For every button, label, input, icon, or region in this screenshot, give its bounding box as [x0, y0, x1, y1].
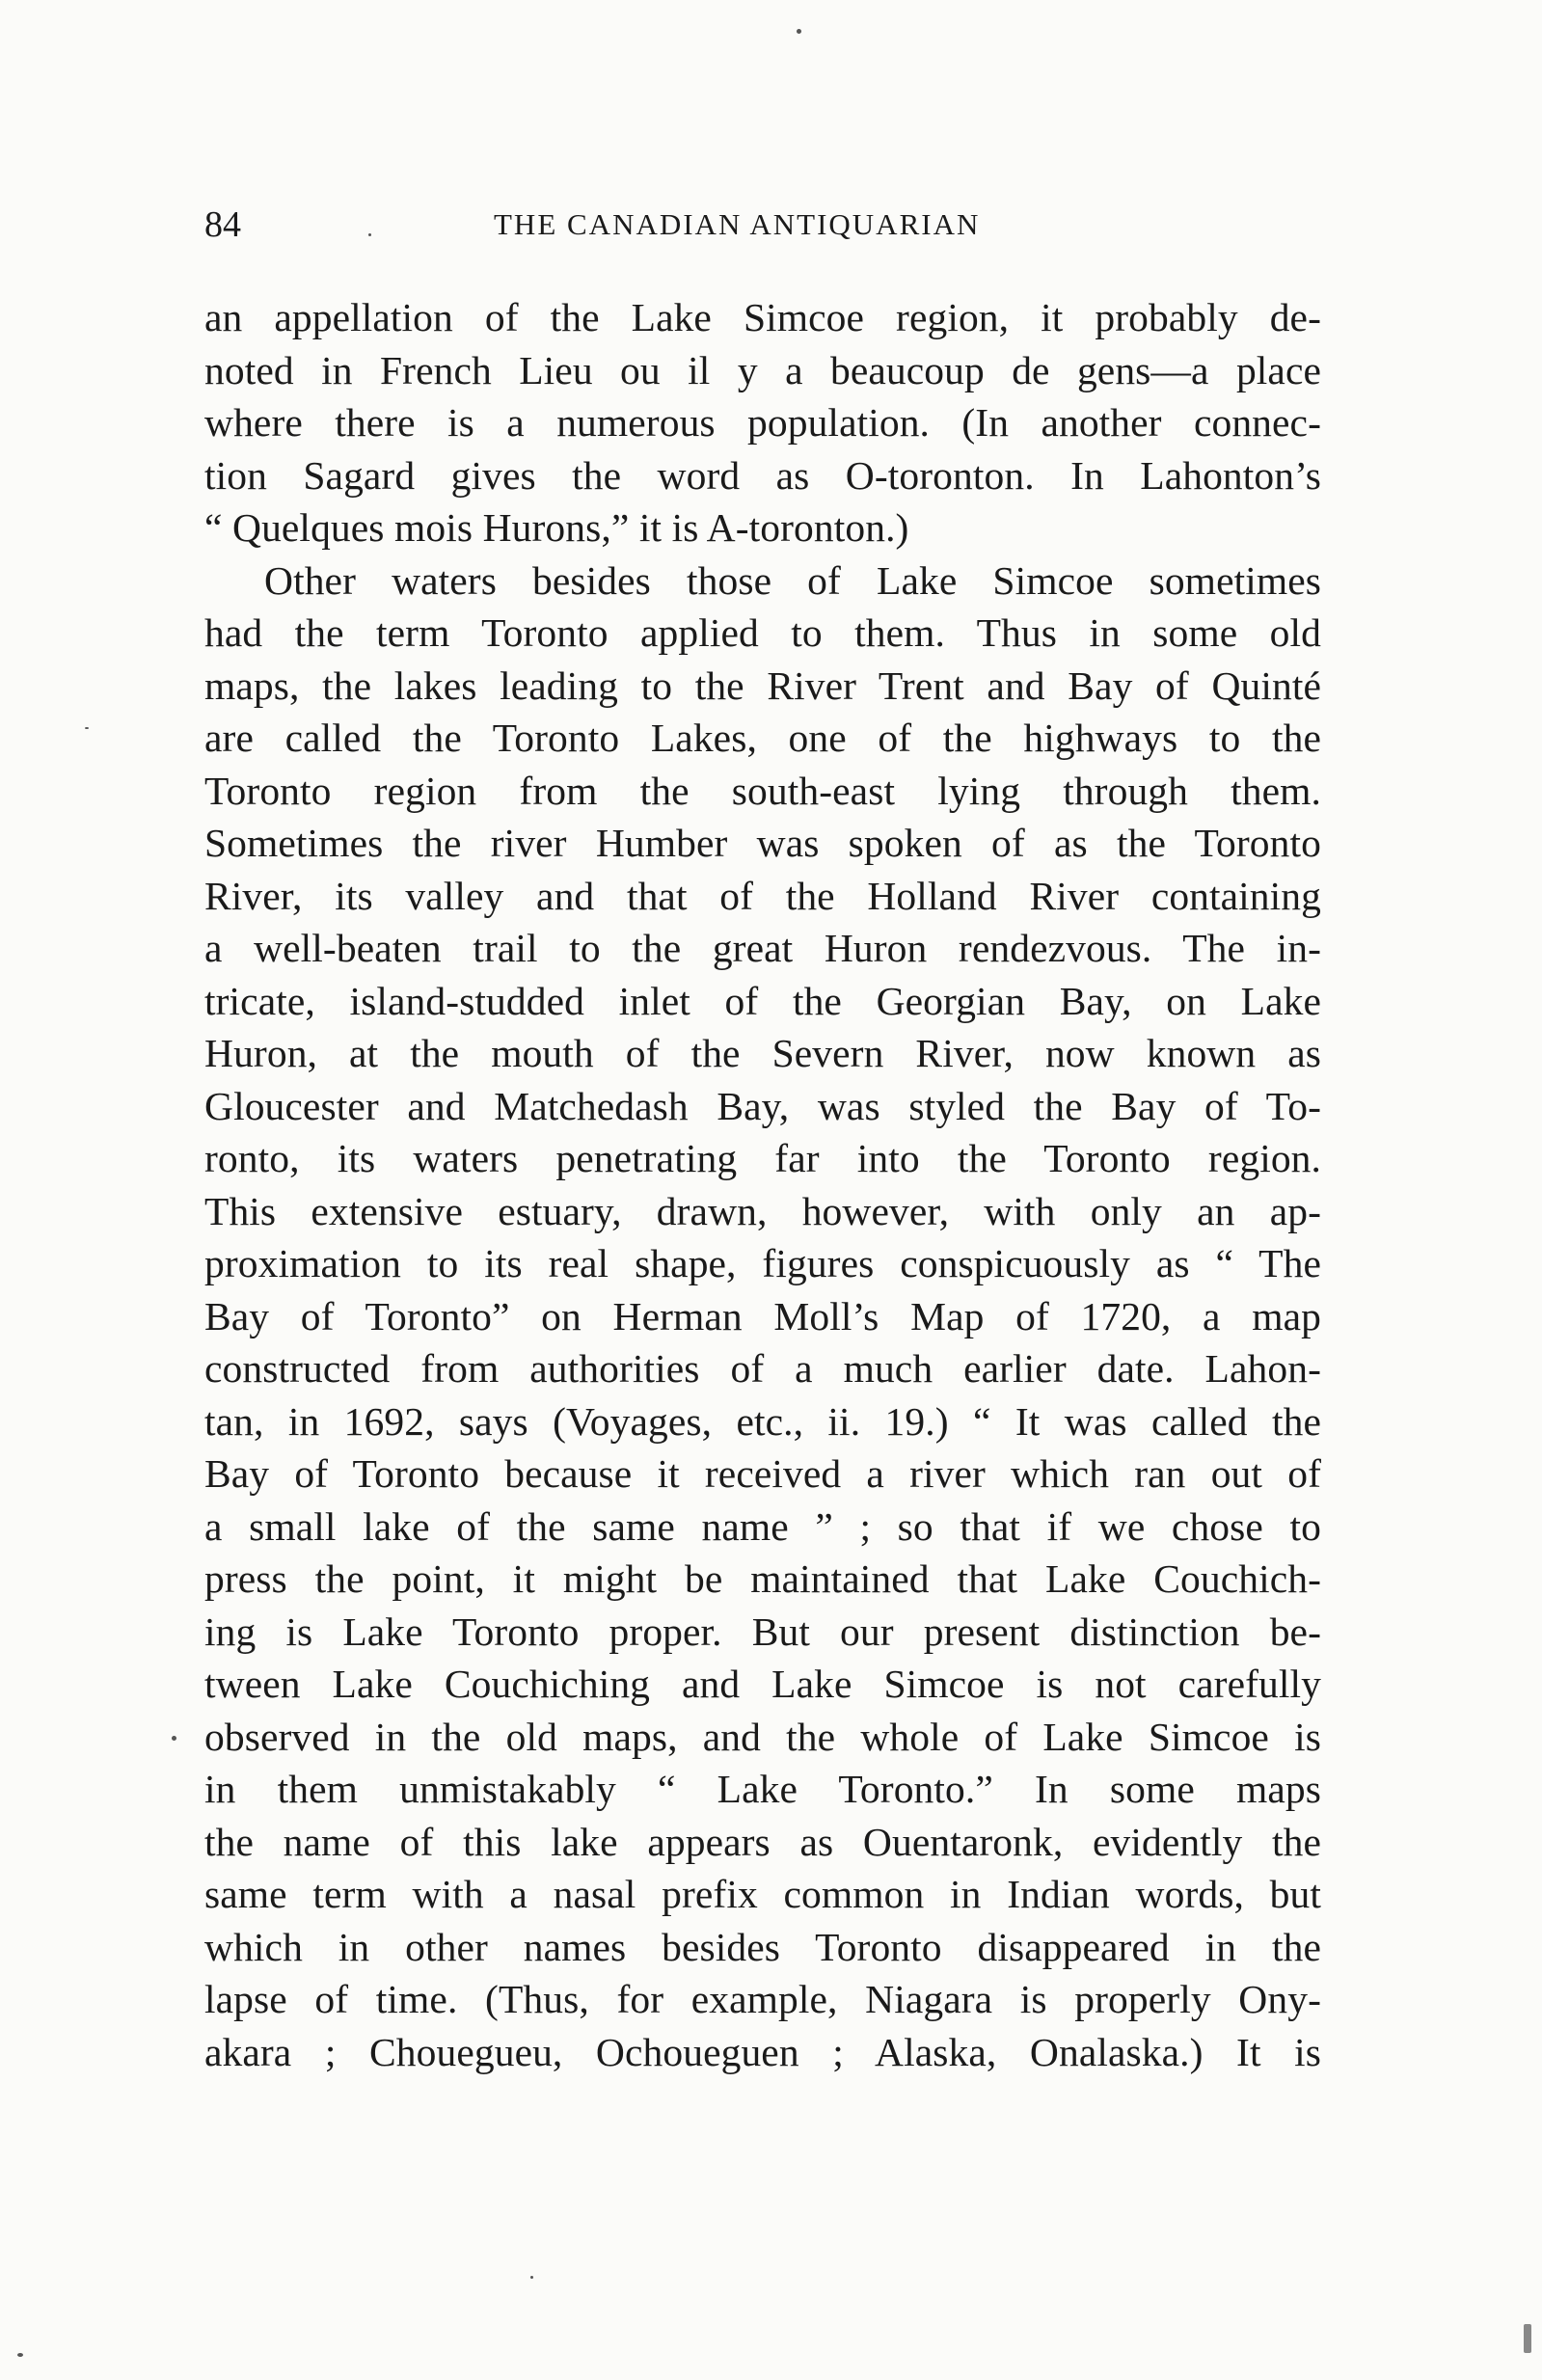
text-line: ronto, its waters penetrating far into the Toronto region.	[204, 1136, 1321, 1180]
text-line: tion Sagard gives the word as O-toronton. In Lahonton’s	[204, 452, 1321, 498]
paragraph-first-line: Other waters besides those of Lake Simcoe sometimes	[264, 557, 1321, 603]
text-line: a small lake of the same name ” ; so that if we chose to	[204, 1503, 1321, 1549]
text-line: proximation to its real shape, figures conspicuously as “ The	[204, 1241, 1321, 1285]
text-line: lapse of time. (Thus, for example, Niagara is properly Ony-	[204, 1977, 1321, 2021]
scan-speck	[172, 1736, 176, 1741]
text-line: which in other names besides Toronto disappeared in the	[204, 1924, 1321, 1969]
text-line: a well-beaten trail to the great Huron rendezvous. The in-	[204, 926, 1321, 970]
text-line: had the term Toronto applied to them. Thus in some old	[204, 610, 1321, 655]
text-line: Gloucester and Matchedash Bay, was styled the Bay of To-	[204, 1083, 1321, 1128]
text-line: Bay of Toronto because it received a river which ran out of	[204, 1451, 1321, 1496]
text-line: tween Lake Couchiching and Lake Simcoe is not carefully	[204, 1662, 1321, 1706]
running-title: THE CANADIAN ANTIQUARIAN	[494, 207, 981, 241]
text-line: noted in French Lieu ou il y a beaucoup de gens—a place	[204, 347, 1321, 392]
text-line: observed in the old maps, and the whole of Lake Simcoe is	[204, 1714, 1321, 1759]
text-line: Sometimes the river Humber was spoken of as the Toronto	[204, 821, 1321, 865]
text-line: maps, the lakes leading to the River Trent and Bay of Quinté	[204, 663, 1321, 708]
text-line: in them unmistakably “ Lake Toronto.” In some maps	[204, 1767, 1321, 1811]
scan-speck	[530, 2276, 533, 2279]
text-line: Bay of Toronto” on Herman Moll’s Map of 1720, a map	[204, 1293, 1321, 1339]
text-line: Toronto region from the south-east lying through them.	[204, 768, 1321, 813]
text-line: tricate, island-studded inlet of the Georgian Bay, on Lake	[204, 978, 1321, 1023]
page-number: 84	[204, 204, 241, 245]
text-line: This extensive estuary, drawn, however, with only an ap-	[204, 1188, 1321, 1233]
text-line: where there is a numerous population. (In another connec-	[204, 400, 1321, 445]
text-line: constructed from authorities of a much earlier date. Lahon-	[204, 1346, 1321, 1391]
body-text	[204, 291, 1321, 2078]
text-line: River, its valley and that of the Holland River containing	[204, 873, 1321, 918]
text-line: are called the Toronto Lakes, one of the highways to the	[204, 716, 1321, 760]
text-line: “ Quelques mois Hurons,” it is A-toronton.)	[204, 505, 909, 550]
text-line: the name of this lake appears as Ouentaronk, evidently the	[204, 1819, 1321, 1864]
scan-speck	[17, 2353, 23, 2357]
scan-speck	[368, 233, 371, 236]
scan-speck	[85, 727, 89, 729]
page-header	[204, 201, 1294, 249]
text-line: Huron, at the mouth of the Severn River, now known as	[204, 1031, 1321, 1075]
scan-speck	[797, 29, 801, 34]
text-line: akara ; Chouegueu, Ochoueguen ; Alaska, Onalaska.) It is	[204, 2029, 1321, 2074]
text-line: ing is Lake Toronto proper. But our present distinction be-	[204, 1609, 1321, 1654]
text-line: same term with a nasal prefix common in Indian words, but	[204, 1872, 1321, 1916]
text-line: press the point, it might be maintained that Lake Couchich-	[204, 1556, 1321, 1601]
text-line: tan, in 1692, says (Voyages, etc., ii. 19.) “ It was called the	[204, 1398, 1321, 1444]
scan-speck	[1524, 2324, 1531, 2353]
text-line: an appellation of the Lake Simcoe region, it probably de-	[204, 295, 1321, 339]
